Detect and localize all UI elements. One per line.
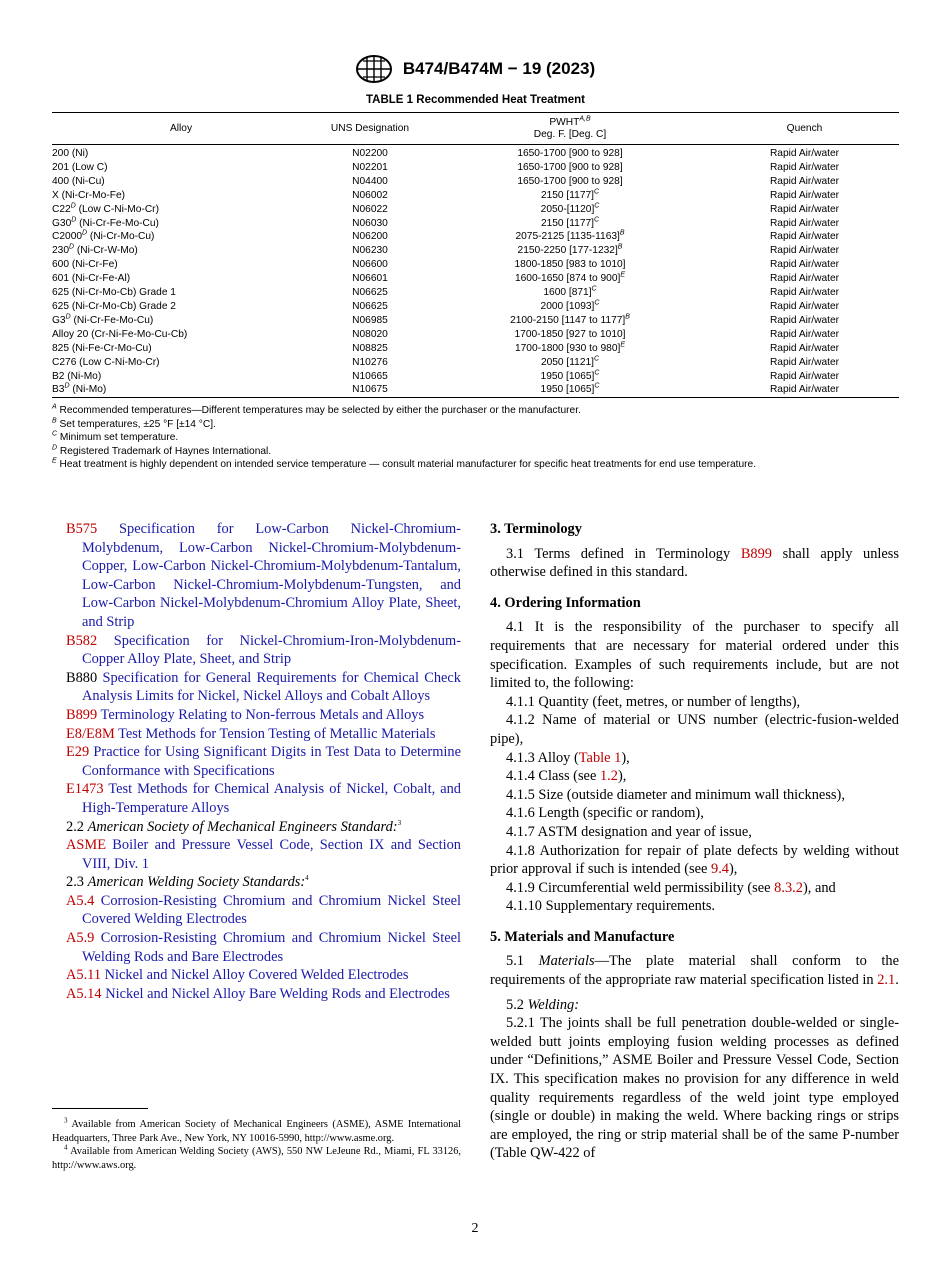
cell-alloy: [52, 300, 310, 314]
table-row: [52, 300, 899, 314]
footnote-text: Recommended temperatures—Different temperatures may be selected by either the purchaser or the manufacturer.: [59, 405, 581, 416]
reference-code-link[interactable]: A5.4: [66, 892, 95, 909]
col-header-quench: Quench: [786, 122, 823, 134]
alloy-name: B2 (Ni-Mo): [52, 370, 102, 382]
reference-title-link[interactable]: Nickel and Nickel Alloy Covered Welded Electrodes: [104, 967, 409, 984]
alloy-footnote-mark: D: [71, 216, 77, 224]
temperature-value: 1650-1700 [900 to 928]: [517, 148, 623, 159]
cell-uns: N02201: [352, 161, 388, 173]
alloy-footnote-mark: D: [65, 313, 71, 321]
temperature-footnote-mark: C: [591, 285, 597, 293]
table-row: [52, 217, 899, 231]
reference-item: [66, 836, 461, 873]
reference-code-link[interactable]: A5.9: [66, 930, 95, 947]
section-5-title: 5. Materials and Manufacture: [490, 928, 675, 945]
cell-temperature: [430, 161, 710, 175]
footnote-rule: [52, 1108, 148, 1109]
table-row: [52, 244, 899, 258]
cell-alloy: [52, 244, 310, 258]
alloy-name: 230: [52, 245, 69, 257]
cell-temperature: [430, 342, 710, 356]
reference-title-link[interactable]: Boiler and Pressure Vessel Code, Section IX and Section VIII, Div. 1: [82, 837, 461, 872]
table-footnote: [52, 418, 899, 432]
alloy-name: C2000: [52, 231, 83, 243]
table-footnote: [52, 431, 899, 445]
cell-temperature: [430, 203, 710, 217]
reference-title-link[interactable]: Terminology Relating to Non-ferrous Metals and Alloys: [100, 706, 425, 723]
col-header-uns: UNS Designation: [330, 122, 410, 134]
aws-subheading: [66, 873, 461, 892]
footnote-text: Minimum set temperature.: [59, 432, 179, 444]
alloy-name: C276 (Low C-Ni-Mo-Cr): [52, 356, 160, 368]
item-4-1-5: 4.1.5 Size (outside diameter and minimum wall thickness),: [506, 786, 845, 803]
page-footnote-number: 4: [64, 1143, 68, 1152]
cell-uns: N06230: [352, 245, 388, 257]
reference-code-link[interactable]: A5.11: [66, 967, 102, 984]
alloy-footnote-mark: D: [82, 230, 88, 238]
cell-uns: N06002: [352, 189, 388, 201]
table-row: [52, 145, 899, 161]
alloy-name: 200 (Ni): [52, 148, 89, 159]
section-3-title: 3. Terminology: [490, 521, 582, 537]
alloy-name: B3: [52, 384, 65, 396]
item-4-1-8: 4.1.8 Authorization for repair of plate defects by welding without prior approval if such is intended (see 9.4),: [490, 842, 899, 878]
reference-title-link[interactable]: Corrosion-Resisting Chromium and Chromium Nickel Steel Covered Welding Electrodes: [82, 892, 461, 928]
temperature-value: 2000 [1093]: [540, 300, 595, 312]
cell-alloy: [52, 272, 310, 286]
reference-title-link[interactable]: Specification for General Requirements for Chemical Check Analysis Limits for Nickel, Nickel Alloys and Cobalt Alloys: [82, 669, 461, 705]
reference-title-link[interactable]: Practice for Using Significant Digits in Test Data to Determine Conformance with Specifications: [82, 744, 461, 779]
heat-treatment-table: [52, 112, 899, 398]
alloy-composition: (Low C-Ni-Mo-Cr): [75, 203, 159, 215]
reference-item: [66, 892, 461, 929]
item-4-1-4: 4.1.4 Class (see 1.2),: [506, 768, 627, 785]
item-4-1-6: 4.1.6 Length (specific or random),: [506, 805, 704, 822]
temperature-value: 2150 [1177]: [540, 217, 594, 229]
cell-alloy: [52, 328, 310, 342]
temperature-value: 1650-1700 [900 to 928]: [517, 161, 623, 173]
asme-reference-list: [66, 836, 461, 873]
temperature-footnote-mark: B: [625, 313, 630, 321]
cell-uns: N06625: [352, 300, 388, 312]
cell-alloy: [52, 230, 310, 244]
table-row: [52, 272, 899, 286]
page-footnotes: [52, 1118, 461, 1172]
cell-alloy: [52, 258, 310, 272]
cell-temperature: [430, 175, 710, 189]
table-header-row: [52, 113, 899, 145]
right-column: [490, 520, 899, 1163]
cell-temperature: [430, 272, 710, 286]
temperature-value: 1950 [1065]: [540, 384, 595, 396]
reference-code-link[interactable]: ASME: [66, 837, 106, 854]
cell-alloy: [52, 342, 310, 356]
cell-alloy: [52, 145, 310, 161]
table-footnote: [52, 445, 899, 459]
reference-item: [66, 706, 461, 725]
reference-code-link[interactable]: B880: [66, 669, 98, 686]
cell-alloy: [52, 314, 310, 328]
cell-quench: Rapid Air/water: [769, 342, 840, 354]
reference-item: [66, 520, 461, 632]
link-2-1[interactable]: 2.1: [877, 972, 896, 989]
cell-alloy: [52, 175, 310, 189]
table-row: [52, 356, 899, 370]
cell-quench: Rapid Air/water: [769, 148, 840, 159]
table-row: [52, 286, 899, 300]
aws-subheading-text: American Welding Society Standards:: [87, 874, 306, 891]
alloy-name: G3: [52, 314, 66, 326]
cell-uns: N06200: [352, 231, 388, 243]
cell-quench: Rapid Air/water: [769, 203, 840, 215]
alloy-footnote-mark: D: [70, 202, 76, 210]
page-number: 2: [471, 1221, 479, 1236]
asme-subheading-number: 2.2: [66, 818, 84, 835]
para-5-2: 5.2 Welding:: [506, 996, 580, 1013]
temperature-value: 1700-1850 [927 to 1010]: [514, 328, 626, 340]
temperature-value: 2050-[1120]: [540, 203, 595, 215]
alloy-name: Alloy 20 (Cr-Ni-Fe-Mo-Cu-Cb): [52, 328, 188, 340]
cell-quench: Rapid Air/water: [769, 273, 840, 285]
footnote-mark: D: [52, 444, 58, 452]
cell-uns: N06601: [352, 273, 388, 285]
footnote-text: Registered Trademark of Haynes International.: [59, 445, 272, 457]
temperature-value: 2100-2150 [1147 to 1177]: [510, 314, 626, 326]
cell-temperature: [430, 145, 710, 161]
alloy-name: 825 (Ni-Fe-Cr-Mo-Cu): [52, 342, 152, 354]
reference-title-link[interactable]: Nickel and Nickel Alloy Bare Welding Rods and Electrodes: [105, 985, 450, 1002]
temperature-footnote-mark: C: [594, 188, 600, 196]
cell-quench: Rapid Air/water: [769, 175, 840, 187]
cell-quench: Rapid Air/water: [769, 259, 840, 271]
cell-uns: N08020: [352, 328, 388, 340]
link-9-4[interactable]: 9.4: [711, 861, 729, 878]
table-row: [52, 383, 899, 397]
cell-uns: N10276: [352, 356, 388, 368]
cell-alloy: [52, 286, 310, 300]
cell-alloy: [52, 189, 310, 203]
para-5-2-1: 5.2.1 The joints shall be full penetration double-welded or single-welded butt joints employing fusion welding processes as defined under “Definitions,” ASME Boiler and Pressure Vessel Code, Section IX. This specification makes no provision for any difference in weld quality requirements regardless of the weld joint type employed (single or double) in making the weld. Where backing rings or strips are employed, the ring or strip material shall be of the same P-number (Table QW-422 of: [490, 1015, 899, 1162]
table-row: [52, 175, 899, 189]
cell-quench: Rapid Air/water: [769, 217, 840, 229]
cell-temperature: [430, 328, 710, 342]
reference-title-link[interactable]: Test Methods for Chemical Analysis of Nickel, Cobalt, and High-Temperature Alloys: [82, 781, 461, 816]
para-4-1: 4.1 It is the responsibility of the purchaser to specify all requirements that are necessary for material ordered under this specification. Examples of such requirements include, but are not limited to, the following:: [490, 619, 899, 692]
alloy-composition: (Ni-Cr-Mo-Cu): [87, 231, 155, 243]
alloy-composition: (Ni-Cr-Fe-Mo-Cu): [76, 217, 159, 229]
temperature-footnote-mark: C: [594, 299, 600, 307]
temperature-value: 1700-1800 [930 to 980]: [514, 342, 621, 354]
cell-uns: N04400: [352, 175, 388, 187]
table-footnotes: [52, 404, 899, 472]
page-footnote: [52, 1118, 461, 1145]
alloy-name: 601 (Ni-Cr-Fe-Al): [52, 273, 131, 285]
page-header: [0, 53, 950, 85]
para-5-1: 5.1 Materials—The plate material shall conform to the requirements of the appropriate raw material specification listed in 2.1.: [490, 953, 899, 989]
table-body: [52, 145, 899, 398]
cell-uns: N10665: [352, 370, 388, 382]
pwht-label: PWHT: [549, 116, 580, 128]
cell-quench: Rapid Air/water: [769, 328, 840, 340]
astm-reference-list: [66, 520, 461, 818]
reference-item: [66, 780, 461, 817]
cell-uns: N06600: [352, 259, 388, 271]
cell-alloy: [52, 161, 310, 175]
cell-uns: N06985: [352, 314, 388, 326]
alloy-name: G30: [52, 217, 72, 229]
reference-code-link[interactable]: E1473: [66, 781, 104, 798]
temperature-footnote-mark: E: [620, 341, 626, 349]
table-row: [52, 370, 899, 384]
reference-code-link[interactable]: B899: [66, 706, 98, 723]
item-4-1-2: 4.1.2 Name of material or UNS number (electric-fusion-welded pipe),: [490, 712, 899, 747]
reference-item: [66, 632, 461, 669]
reference-code-link[interactable]: B582: [66, 632, 98, 649]
temperature-footnote-mark: E: [620, 271, 626, 279]
aws-footnote-mark[interactable]: 4: [305, 874, 309, 883]
cell-quench: Rapid Air/water: [769, 189, 840, 201]
aws-subheading-number: 2.3: [66, 874, 84, 891]
reference-title-link[interactable]: Specification for Nickel-Chromium-Iron-Molybdenum-Copper Alloy Plate, Sheet, and Strip: [82, 632, 461, 668]
cell-alloy: [52, 356, 310, 370]
temperature-footnote-mark: B: [619, 230, 625, 238]
page-footnote-number: 3: [64, 1116, 68, 1125]
table-row: [52, 203, 899, 217]
cell-quench: Rapid Air/water: [769, 356, 840, 368]
cell-temperature: [430, 217, 710, 231]
footnote-mark: C: [52, 430, 58, 438]
alloy-composition: (Ni-Cr-W-Mo): [74, 245, 138, 257]
reference-code-link[interactable]: E29: [66, 744, 90, 761]
table-footnote: [52, 458, 899, 472]
cell-quench: Rapid Air/water: [769, 314, 840, 326]
footnote-text: Set temperatures, ±25 °F [±14 °C].: [59, 418, 216, 430]
cell-uns: N08825: [352, 342, 388, 354]
table-row: [52, 189, 899, 203]
link-8-3-2[interactable]: 8.3.2: [774, 879, 803, 896]
alloy-name: X (Ni-Cr-Mo-Fe): [52, 189, 125, 201]
cell-quench: Rapid Air/water: [769, 370, 840, 382]
reference-item: [66, 669, 461, 706]
cell-temperature: [430, 189, 710, 203]
cell-temperature: [430, 356, 710, 370]
table-row: [52, 328, 899, 342]
cell-alloy: [52, 383, 310, 397]
asme-subheading: [66, 818, 461, 837]
alloy-footnote-mark: D: [69, 243, 75, 251]
item-4-1-3: 4.1.3 Alloy (Table 1),: [506, 749, 630, 766]
left-column: [66, 520, 461, 1003]
temperature-value: 2150 [1177]: [540, 189, 594, 201]
alloy-composition: (Ni-Cr-Fe-Mo-Cu): [70, 314, 154, 326]
footnote-mark: A: [52, 403, 57, 411]
reference-code-link[interactable]: B575: [66, 521, 98, 537]
pwht-sup: A,B: [579, 115, 591, 123]
cell-temperature: [430, 370, 710, 384]
alloy-name: 400 (Ni-Cu): [52, 175, 105, 187]
cell-quench: Rapid Air/water: [769, 231, 840, 243]
table-row: [52, 161, 899, 175]
document-designation: B474/B474M − 19 (2023): [402, 59, 596, 78]
reference-item: [66, 966, 461, 985]
asme-footnote-mark[interactable]: 3: [397, 818, 402, 827]
item-4-1-1: 4.1.1 Quantity (feet, metres, or number of lengths),: [506, 693, 801, 710]
reference-item: [66, 929, 461, 966]
link-1-2[interactable]: 1.2: [599, 768, 618, 785]
temperature-value: 2050 [1121]: [540, 356, 594, 368]
cell-quench: Rapid Air/water: [769, 384, 840, 396]
page-footnote-text: Available from American Society of Mechanical Engineers (ASME), ASME International Headquarters, Three Park Ave., New York, NY 10016-5990, http://www.asme.org.: [52, 1119, 461, 1144]
cell-alloy: [52, 203, 310, 217]
link-table-1[interactable]: Table 1: [578, 749, 622, 766]
cell-quench: Rapid Air/water: [769, 287, 840, 299]
cell-alloy: [52, 370, 310, 384]
reference-item: [66, 725, 461, 744]
alloy-name: 600 (Ni-Cr-Fe): [52, 259, 118, 271]
item-4-1-10: 4.1.10 Supplementary requirements.: [506, 898, 716, 915]
item-4-1-9: 4.1.9 Circumferential weld permissibility (see 8.3.2), and: [506, 879, 836, 896]
cell-temperature: [430, 314, 710, 328]
page-footnote-text: Available from American Welding Society (AWS), 550 NW LeJeune Rd., Miami, FL 33126, http://www.aws.org.: [52, 1146, 461, 1171]
footnote-mark: B: [52, 417, 57, 425]
temperature-footnote-mark: C: [594, 216, 600, 224]
temperature-footnote-mark: C: [594, 383, 600, 391]
reference-title-link[interactable]: Corrosion-Resisting Chromium and Chromium Nickel Steel Welding Rods and Bare Electrodes: [82, 930, 461, 965]
section-4-title: 4. Ordering Information: [490, 594, 641, 611]
temperature-value: 1600 [871]: [543, 287, 592, 299]
cell-uns: N06625: [352, 287, 388, 299]
footnote-mark: E: [52, 457, 57, 465]
reference-code-link[interactable]: A5.14: [66, 985, 102, 1002]
temperature-footnote-mark: C: [594, 369, 600, 377]
temperature-footnote-mark: B: [617, 243, 623, 251]
asme-subheading-text: American Society of Mechanical Engineers Standard:: [87, 818, 398, 835]
cell-uns: N10675: [352, 384, 388, 396]
table-footnote: [52, 404, 899, 418]
alloy-footnote-mark: D: [64, 383, 70, 391]
alloy-name: 625 (Ni-Cr-Mo-Cb) Grade 1: [52, 287, 176, 299]
table-row: [52, 342, 899, 356]
reference-title-link[interactable]: Specification for Low-Carbon Nickel-Chromium-Molybdenum, Low-Carbon Nickel-Chromium-Molybdenum-Copper, Low-Carbon Nickel-Chromium-Molybdenum-Tantalum, Low-Carbon Nickel-Chromium-Molybdenum-Tungsten, and Low-Carbon Nickel-Molybdenum-Chromium Alloy Plate, Sheet, and Strip: [82, 521, 461, 630]
footnote-text: Heat treatment is highly dependent on intended service temperature — consult material manufacturer for specific heat treatments for end use temperature.: [59, 459, 757, 471]
table-row: [52, 314, 899, 328]
reference-item: [66, 985, 461, 1004]
alloy-name: 625 (Ni-Cr-Mo-Cb) Grade 2: [52, 300, 176, 312]
cell-temperature: [430, 300, 710, 314]
col-header-pwht: [430, 113, 710, 145]
reference-item: [66, 743, 461, 780]
cell-quench: Rapid Air/water: [769, 245, 840, 257]
astm-logo-icon: [355, 53, 393, 85]
cell-temperature: [430, 244, 710, 258]
temperature-footnote-mark: C: [594, 202, 600, 210]
temperature-value: 1650-1700 [900 to 928]: [517, 175, 623, 187]
alloy-name: C22: [52, 203, 71, 215]
cell-quench: Rapid Air/water: [769, 300, 840, 312]
reference-code-link[interactable]: E8/E8M: [66, 725, 115, 742]
alloy-name: 201 (Low C): [52, 161, 108, 173]
pwht-units: Deg. F. [Deg. C]: [533, 128, 607, 140]
table-title: TABLE 1 Recommended Heat Treatment: [366, 94, 585, 106]
table-row: [52, 258, 899, 272]
temperature-footnote-mark: C: [594, 355, 600, 363]
cell-temperature: [430, 286, 710, 300]
cell-alloy: [52, 217, 310, 231]
page-footnote: [52, 1145, 461, 1172]
cell-temperature: [430, 258, 710, 272]
temperature-value: 1600-1650 [874 to 900]: [514, 273, 621, 285]
link-b899[interactable]: B899: [740, 545, 772, 562]
cell-uns: N06022: [352, 203, 388, 215]
temperature-value: 2150-2250 [177-1232]: [517, 245, 618, 257]
aws-reference-list: [66, 892, 461, 1004]
cell-quench: Rapid Air/water: [769, 161, 840, 173]
cell-uns: N06030: [352, 217, 388, 229]
cell-temperature: [430, 383, 710, 397]
para-3-1: 3.1 Terms defined in Terminology B899 shall apply unless otherwise defined in this standard.: [490, 545, 899, 581]
reference-title-link[interactable]: Test Methods for Tension Testing of Metallic Materials: [118, 725, 436, 742]
temperature-value: 1950 [1065]: [540, 370, 595, 382]
col-header-alloy: Alloy: [169, 122, 193, 134]
alloy-composition: (Ni-Mo): [69, 384, 107, 396]
cell-temperature: [430, 230, 710, 244]
temperature-value: 2075-2125 [1135-1163]: [515, 231, 620, 243]
cell-uns: N02200: [352, 148, 388, 159]
table-row: [52, 230, 899, 244]
item-4-1-7: 4.1.7 ASTM designation and year of issue,: [506, 823, 752, 840]
temperature-value: 1800-1850 [983 to 1010]: [514, 259, 626, 271]
